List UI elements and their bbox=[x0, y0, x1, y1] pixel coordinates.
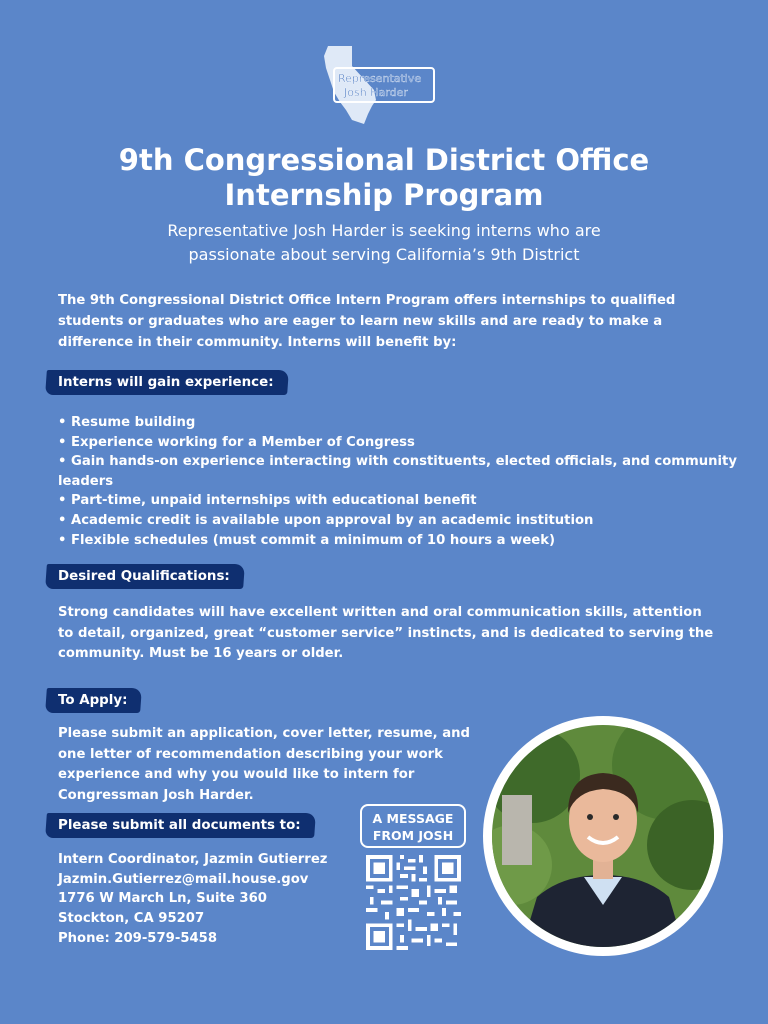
contact-name: Intern Coordinator, Jazmin Gutierrez bbox=[58, 852, 328, 867]
qr-code-icon[interactable] bbox=[366, 855, 461, 950]
qualifications-text: Strong candidates will have excellent written and oral communication skills, attention to detail, organized, great “customer service” instincts, and is dedicated to serving the community. Must be 16 years or older. bbox=[58, 605, 714, 661]
list-item: • Gain hands-on experience interacting with constituents, elected officials, and community leaders bbox=[58, 454, 737, 489]
contact-city: Stockton, CA 95207 bbox=[58, 911, 205, 927]
list-item: • Experience working for a Member of Congress bbox=[58, 434, 415, 450]
submit-heading: Please submit all documents to: bbox=[45, 813, 315, 838]
contact-street: 1776 W March Ln, Suite 360 bbox=[58, 891, 267, 907]
title-line1: 9th Congressional District Office bbox=[118, 143, 650, 177]
title-line2: Internship Program bbox=[224, 178, 544, 212]
apply-text: Please submit an application, cover letter, resume, and one letter of recommendation describing your work experience and why you would like to intern for Congressman Josh Harder. bbox=[58, 726, 470, 803]
subtitle-line2: passionate about serving California’s 9th District bbox=[188, 245, 580, 264]
intro-paragraph: The 9th Congressional District Office Intern Program offers internships to qualified students or graduates who are eager to learn new skills and are ready to make a difference in their community. Interns will benefit by: bbox=[58, 293, 676, 350]
list-item: • Academic credit is available upon approval by an academic institution bbox=[58, 512, 594, 528]
page-title bbox=[0, 143, 768, 213]
experience-heading: Interns will gain experience: bbox=[45, 370, 288, 395]
subtitle-line1: Representative Josh Harder is seeking interns who are bbox=[167, 221, 601, 240]
list-item: • Flexible schedules (must commit a minimum of 10 hours a week) bbox=[58, 532, 556, 548]
contact-address bbox=[58, 850, 358, 949]
subtitle bbox=[60, 219, 708, 267]
contact-email[interactable]: Jazmin.Gutierrez@mail.house.gov bbox=[58, 871, 309, 887]
portrait-photo bbox=[492, 725, 714, 947]
contact-phone: Phone: 209-579-5458 bbox=[58, 930, 218, 946]
list-item: • Resume building bbox=[58, 415, 196, 430]
list-item: • Part-time, unpaid internships with educational benefit bbox=[58, 493, 477, 509]
qualifications-heading: Desired Qualifications: bbox=[45, 564, 245, 589]
message-from-josh-box: A MESSAGE FROM JOSH bbox=[360, 804, 466, 848]
logo-line2: Josh Harder bbox=[344, 86, 408, 99]
experience-list bbox=[58, 413, 738, 550]
california-state-icon bbox=[318, 44, 442, 126]
logo-line1: Representative bbox=[338, 72, 422, 85]
apply-heading: To Apply: bbox=[45, 688, 142, 713]
